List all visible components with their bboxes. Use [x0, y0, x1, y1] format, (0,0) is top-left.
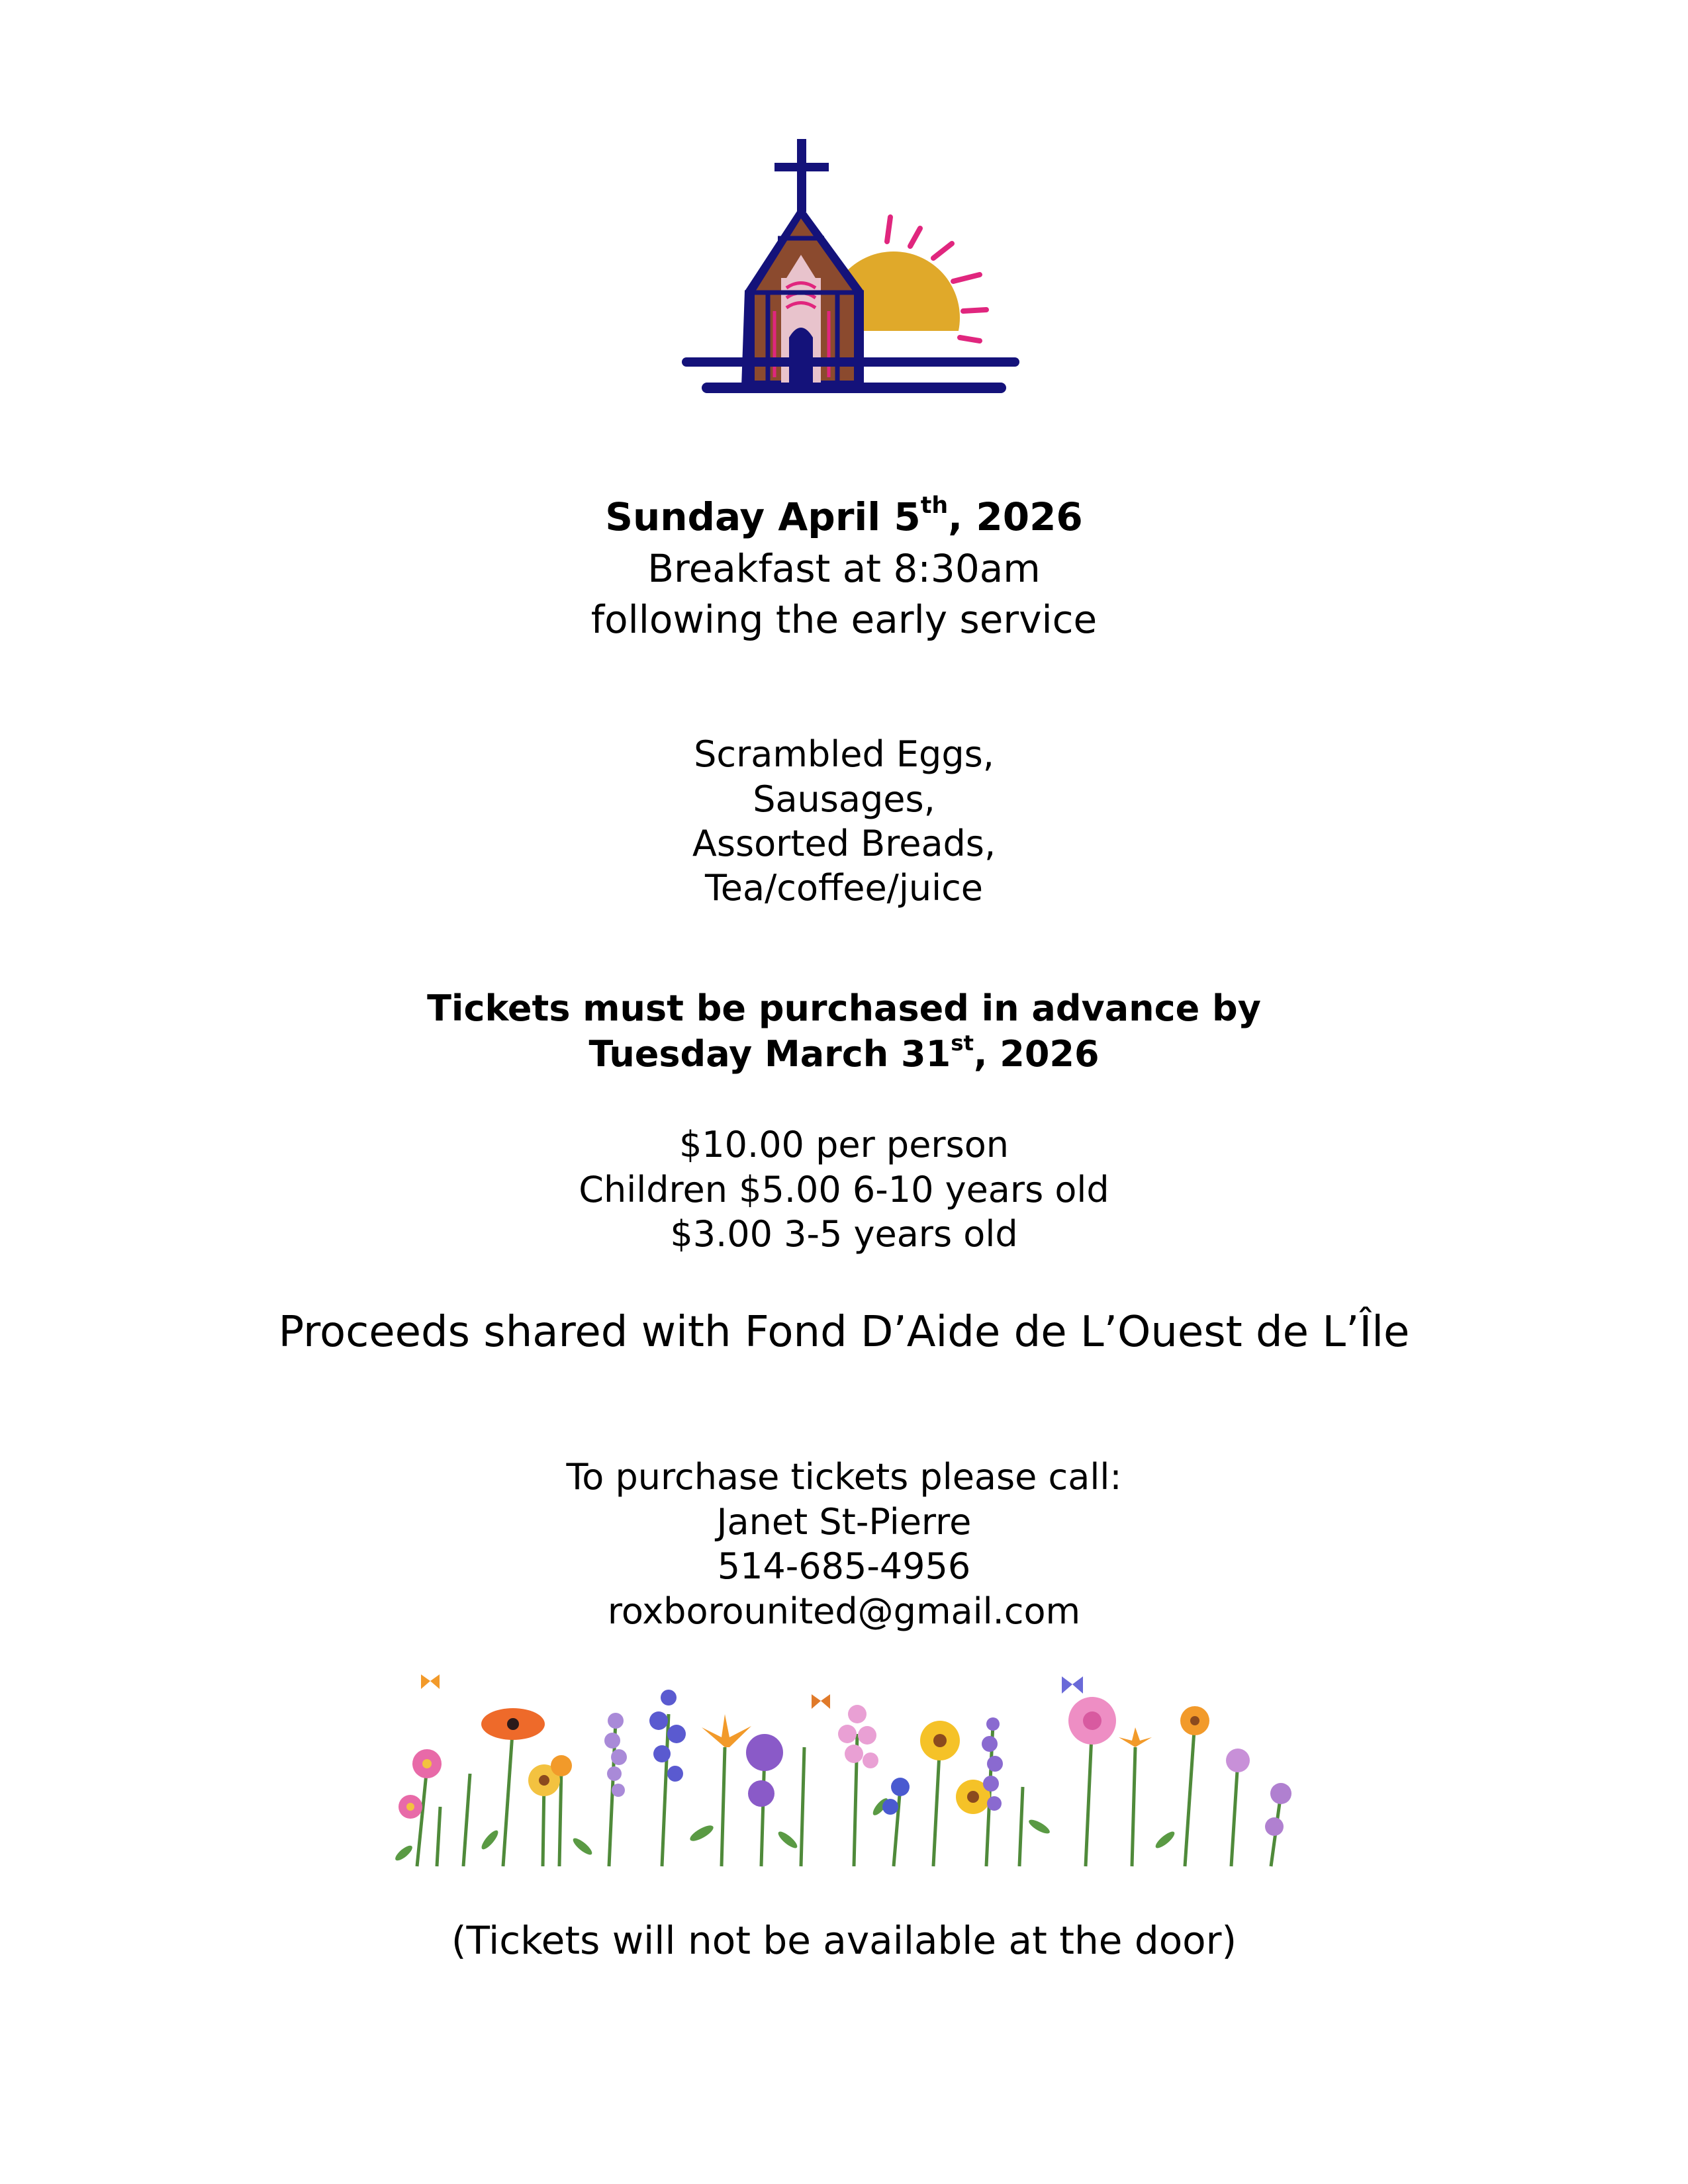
menu-item: Tea/coffee/juice [704, 867, 984, 909]
butterfly-icon [421, 1674, 1083, 1709]
proceeds-note: Proceeds shared with Fond D’Aide de L’Ouest de L’Île [278, 1308, 1410, 1357]
ticket-deadline: Tuesday March 31st, 2026 [588, 1030, 1100, 1075]
service-note: following the early service [590, 597, 1098, 642]
menu-item: Sausages, [753, 778, 935, 820]
contact-phone: 514-685-4956 [717, 1545, 971, 1587]
breakfast-time: Breakfast at 8:30am [647, 546, 1041, 591]
menu-item: Scrambled Eggs, [694, 733, 994, 775]
flower-border-illustration [391, 1674, 1304, 1873]
price-young: $3.00 3-5 years old [670, 1213, 1018, 1255]
footer-note: (Tickets will not be available at the door) [451, 1918, 1237, 1963]
contact-name: Janet St-Pierre [716, 1501, 972, 1543]
event-date: Sunday April 5th, 2026 [605, 492, 1083, 539]
contact-email: roxborounited@gmail.com [607, 1590, 1081, 1632]
price-adult: $10.00 per person [679, 1124, 1009, 1165]
advance-notice: Tickets must be purchased in advance by [427, 987, 1261, 1029]
menu-item: Assorted Breads, [692, 823, 996, 864]
contact-intro: To purchase tickets please call: [566, 1456, 1122, 1498]
church-sunrise-logo [675, 139, 1046, 404]
price-children: Children $5.00 6-10 years old [579, 1169, 1109, 1210]
cross-icon [774, 139, 829, 212]
